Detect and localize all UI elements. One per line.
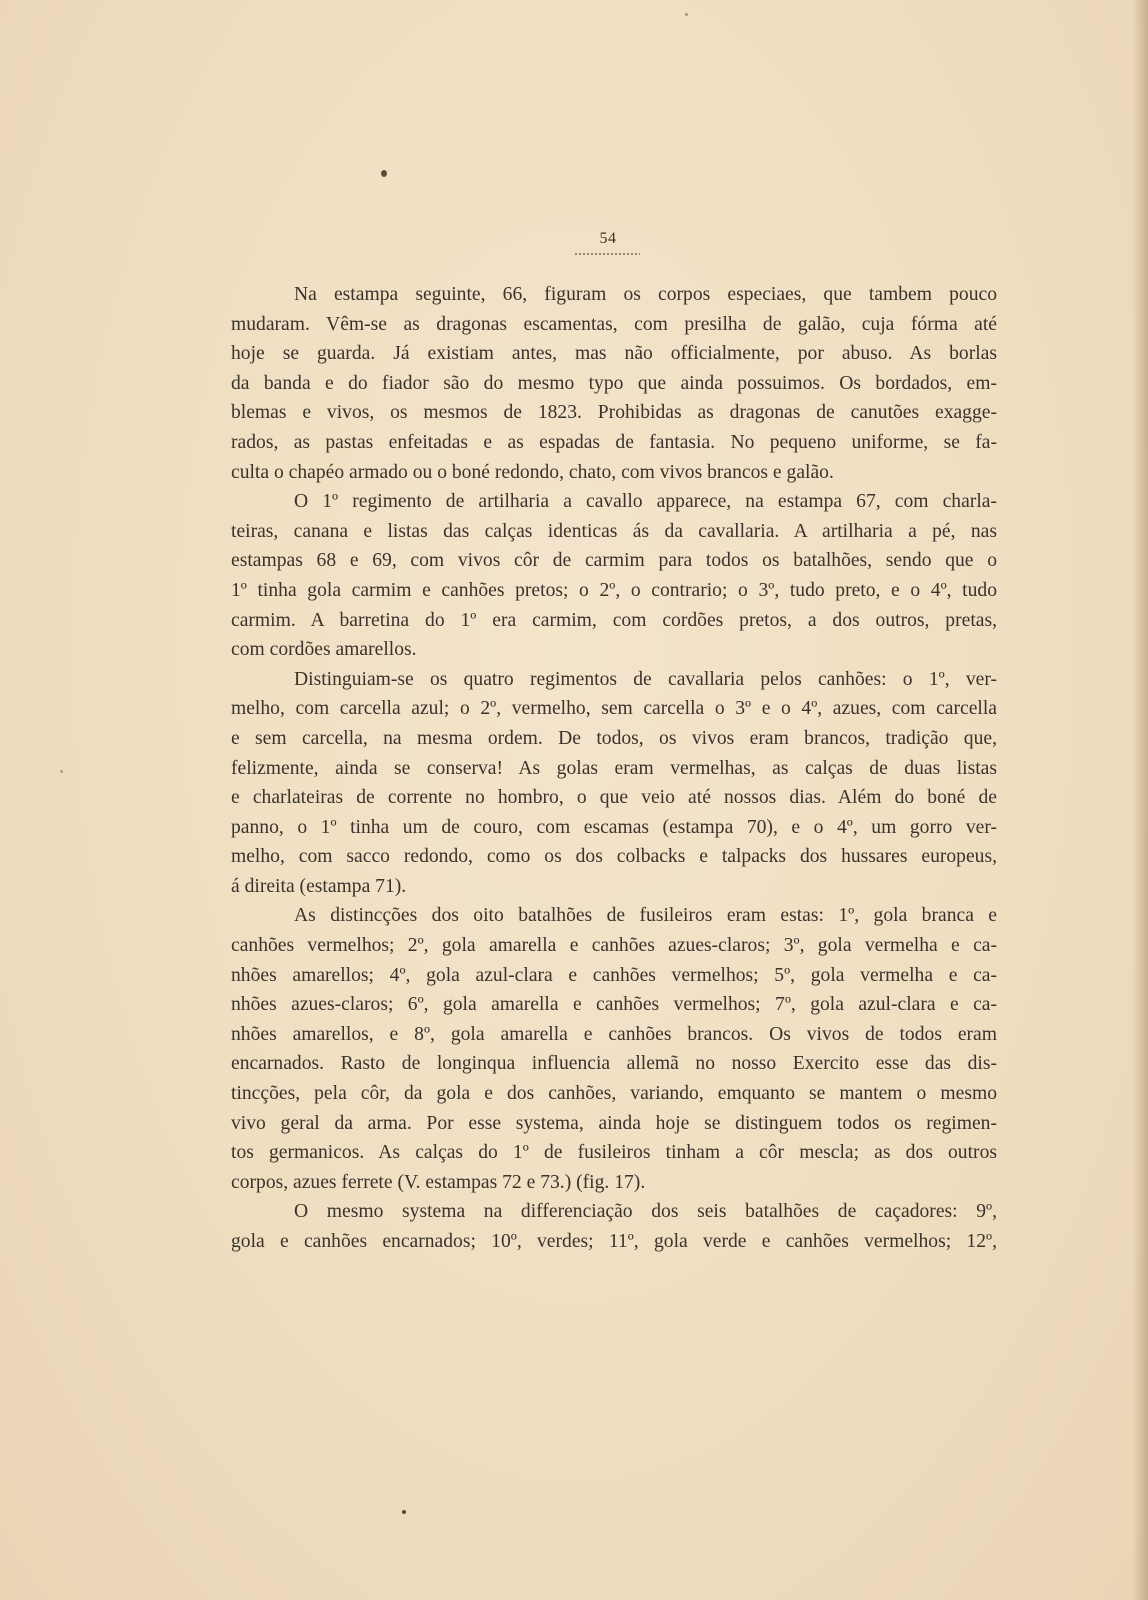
text-line: tincções, pela côr, da gola e dos canhões, variando, emquanto se mantem o mesmo: [231, 1083, 997, 1105]
ink-speck: [685, 13, 688, 16]
page-number-ornament: [574, 252, 640, 256]
text-line: melho, com carcella azul; o 2º, vermelho, sem carcella o 3º e o 4º, azues, com carcella: [231, 698, 997, 720]
page-number: 54: [599, 230, 617, 247]
paragraph: [231, 487, 997, 665]
text-line: nhões amarellos; 4º, gola azul-clara e canhões vermelhos; 5º, gola vermelha e ca-: [231, 964, 997, 986]
ink-speck: [402, 1510, 406, 1514]
paragraph: [231, 280, 997, 487]
text-line: da banda e do fiador são do mesmo typo que ainda possuimos. Os bordados, em-: [231, 372, 997, 394]
text-line: Na estampa seguinte, 66, figuram os corpos especiaes, que tambem pouco: [294, 284, 997, 305]
text-line: culta o chapéo armado ou o boné redondo, chato, com vivos brancos e galão.: [231, 461, 834, 483]
text-line: teiras, canana e listas das calças identicas ás da cavallaria. A artilharia a pé, nas: [231, 520, 997, 542]
text-line: corpos, azues ferrete (V. estampas 72 e 73.) (fig. 17).: [231, 1171, 646, 1193]
ink-speck: [60, 770, 63, 773]
text-line: encarnados. Rasto de longinqua influencia allemã no nosso Exercito esse das dis-: [231, 1053, 997, 1075]
text-line: canhões vermelhos; 2º, gola amarella e canhões azues-claros; 3º, gola vermelha e ca-: [231, 935, 997, 957]
text-line: nhões amarellos, e 8º, gola amarella e canhões brancos. Os vivos de todos eram: [231, 1023, 997, 1045]
text-line: tos germanicos. As calças do 1º de fusileiros tinham a côr mescla; as dos outros: [231, 1142, 997, 1164]
text-line: estampas 68 e 69, com vivos côr de carmim para todos os batalhões, sendo que o: [231, 550, 997, 572]
text-line: melho, com sacco redondo, como os dos colbacks e talpacks dos hussares europeus,: [231, 846, 997, 868]
text-line: O 1º regimento de artilharia a cavallo apparece, na estampa 67, com charla-: [294, 491, 997, 513]
text-line: e sem carcella, na mesma ordem. De todos, os vivos eram brancos, tradição que,: [231, 727, 997, 749]
text-line: gola e canhões encarnados; 10º, verdes; 11º, gola verde e canhões vermelhos; 12º,: [231, 1231, 997, 1252]
text-line: panno, o 1º tinha um de couro, com escamas (estampa 70), e o 4º, um gorro ver-: [231, 816, 997, 838]
text-line: blemas e vivos, os mesmos de 1823. Prohibidas as dragonas de canutões exagge-: [231, 402, 997, 424]
text-line: á direita (estampa 71).: [231, 875, 407, 897]
text-line: Distinguiam-se os quatro regimentos de cavallaria pelos canhões: o 1º, ver-: [294, 668, 997, 690]
text-line: felizmente, ainda se conserva! As golas eram vermelhas, as calças de duas listas: [231, 757, 997, 779]
paragraph: [231, 901, 997, 1197]
text-line: 1º tinha gola carmim e canhões pretos; o 2º, o contrario; o 3º, tudo preto, e o 4º, tudo: [231, 579, 997, 601]
text-line: vivo geral da arma. Por esse systema, ainda hoje se distinguem todos os regimen-: [231, 1112, 997, 1134]
text-line: com cordões amarellos.: [231, 639, 417, 661]
text-line: rados, as pastas enfeitadas e as espadas de fantasia. No pequeno uniforme, se fa-: [231, 431, 997, 453]
text-line: carmim. A barretina do 1º era carmim, com cordões pretos, a dos outros, pretas,: [231, 609, 997, 631]
paragraph: [231, 1197, 997, 1256]
ink-speck: [381, 170, 387, 177]
text-line: nhões azues-claros; 6º, gola amarella e canhões vermelhos; 7º, gola azul-clara e ca-: [231, 994, 997, 1016]
body-text: [231, 280, 997, 1257]
text-line: O mesmo systema na differenciação dos seis batalhões de caçadores: 9º,: [294, 1201, 997, 1223]
text-line: e charlateiras de corrente no hombro, o que veio até nossos dias. Além do boné de: [231, 787, 997, 809]
text-line: As distincções dos oito batalhões de fusileiros eram estas: 1º, gola branca e: [294, 905, 997, 927]
paragraph: [231, 665, 997, 902]
text-line: hoje se guarda. Já existiam antes, mas não officialmente, por abuso. As borlas: [231, 343, 997, 365]
text-line: mudaram. Vêm-se as dragonas escamentas, com presilha de galão, cuja fórma até: [231, 313, 997, 335]
